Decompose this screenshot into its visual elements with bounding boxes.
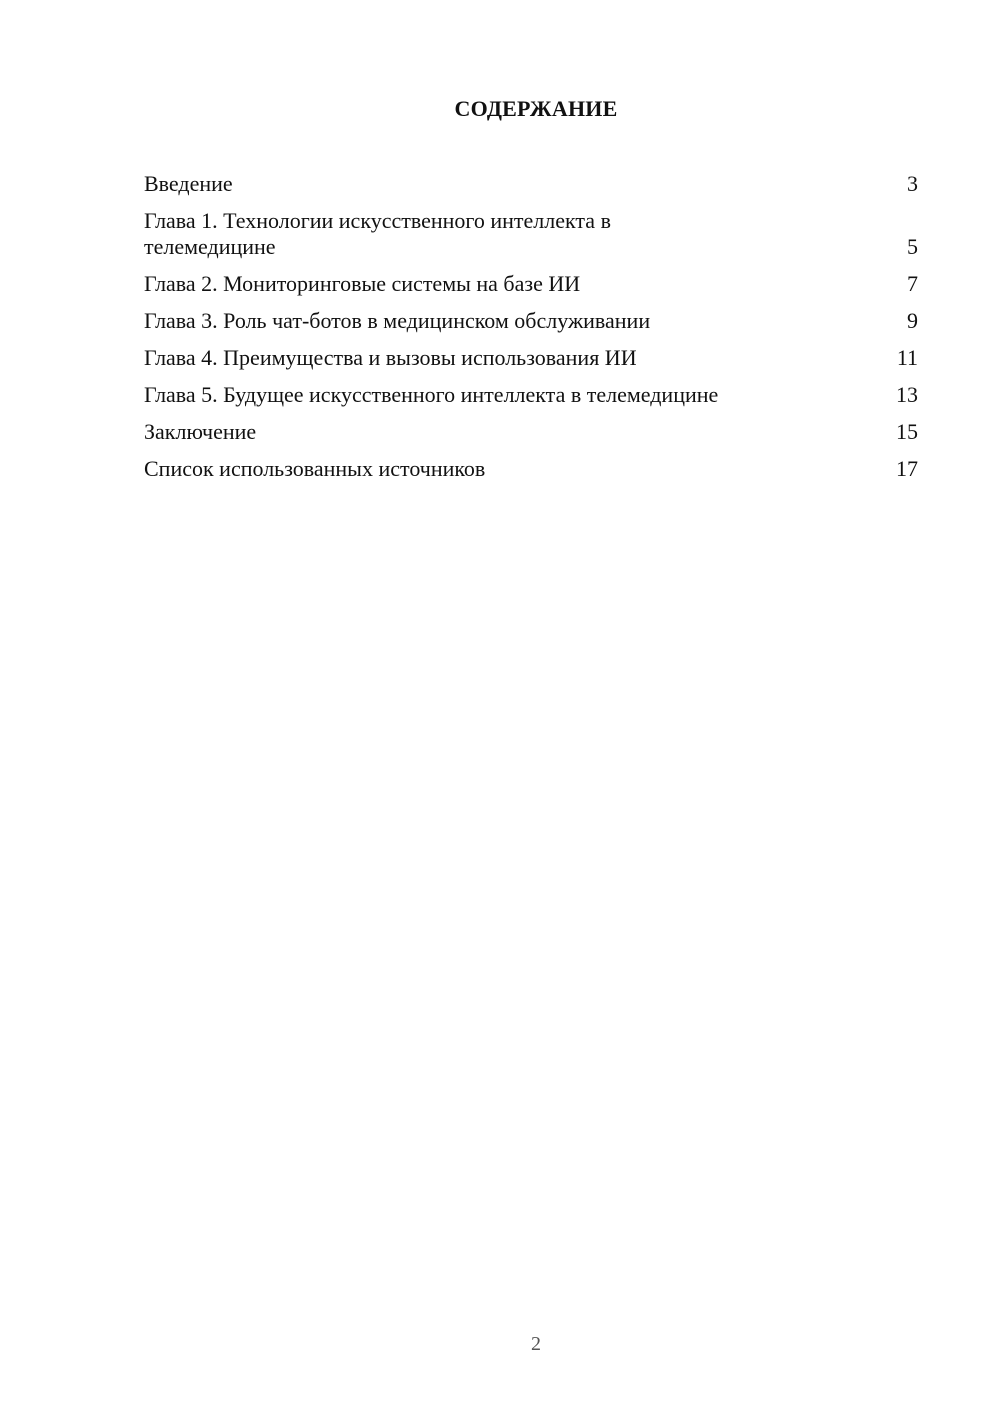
toc-entry-page: 13 [896,382,918,407]
toc-entry-label: Глава 1. Технологии искусственного интеллекта в телемедицине [144,208,611,259]
toc-entry-chapter-4 [144,345,918,371]
toc-entry-chapter-3 [144,308,918,334]
toc-entry-label: Список использованных источников [144,456,486,481]
toc-entry-page: 3 [907,171,918,196]
toc-entry-chapter-2 [144,271,918,297]
toc-entry-label: Глава 4. Преимущества и вызовы использования ИИ [144,345,637,370]
toc-entry-conclusion [144,419,918,445]
toc-entry-chapter-5 [144,382,918,408]
toc-entry-label: Глава 2. Мониторинговые системы на базе ИИ [144,271,581,296]
toc-entry-introduction [144,171,918,197]
toc-entry-label: Глава 3. Роль чат-ботов в медицинском обслуживании [144,308,651,333]
toc-title: СОДЕРЖАНИЕ [454,96,618,121]
toc-entry-page: 9 [907,308,918,333]
toc-entry-label: Заключение [144,419,257,444]
toc-entry-page: 5 [907,234,918,259]
toc-entry-references [144,456,918,482]
toc-entry-page: 15 [896,419,918,444]
toc-entry-label: Глава 5. Будущее искусственного интеллекта в телемедицине [144,382,719,407]
toc-entry-chapter-1 [144,208,918,260]
toc-entry-page: 7 [907,271,918,296]
toc-entry-page: 17 [896,456,918,481]
toc-entry-label: Введение [144,171,233,196]
page-number: 2 [531,1333,541,1355]
toc-entry-page: 11 [896,345,918,370]
table-of-contents [144,171,918,493]
